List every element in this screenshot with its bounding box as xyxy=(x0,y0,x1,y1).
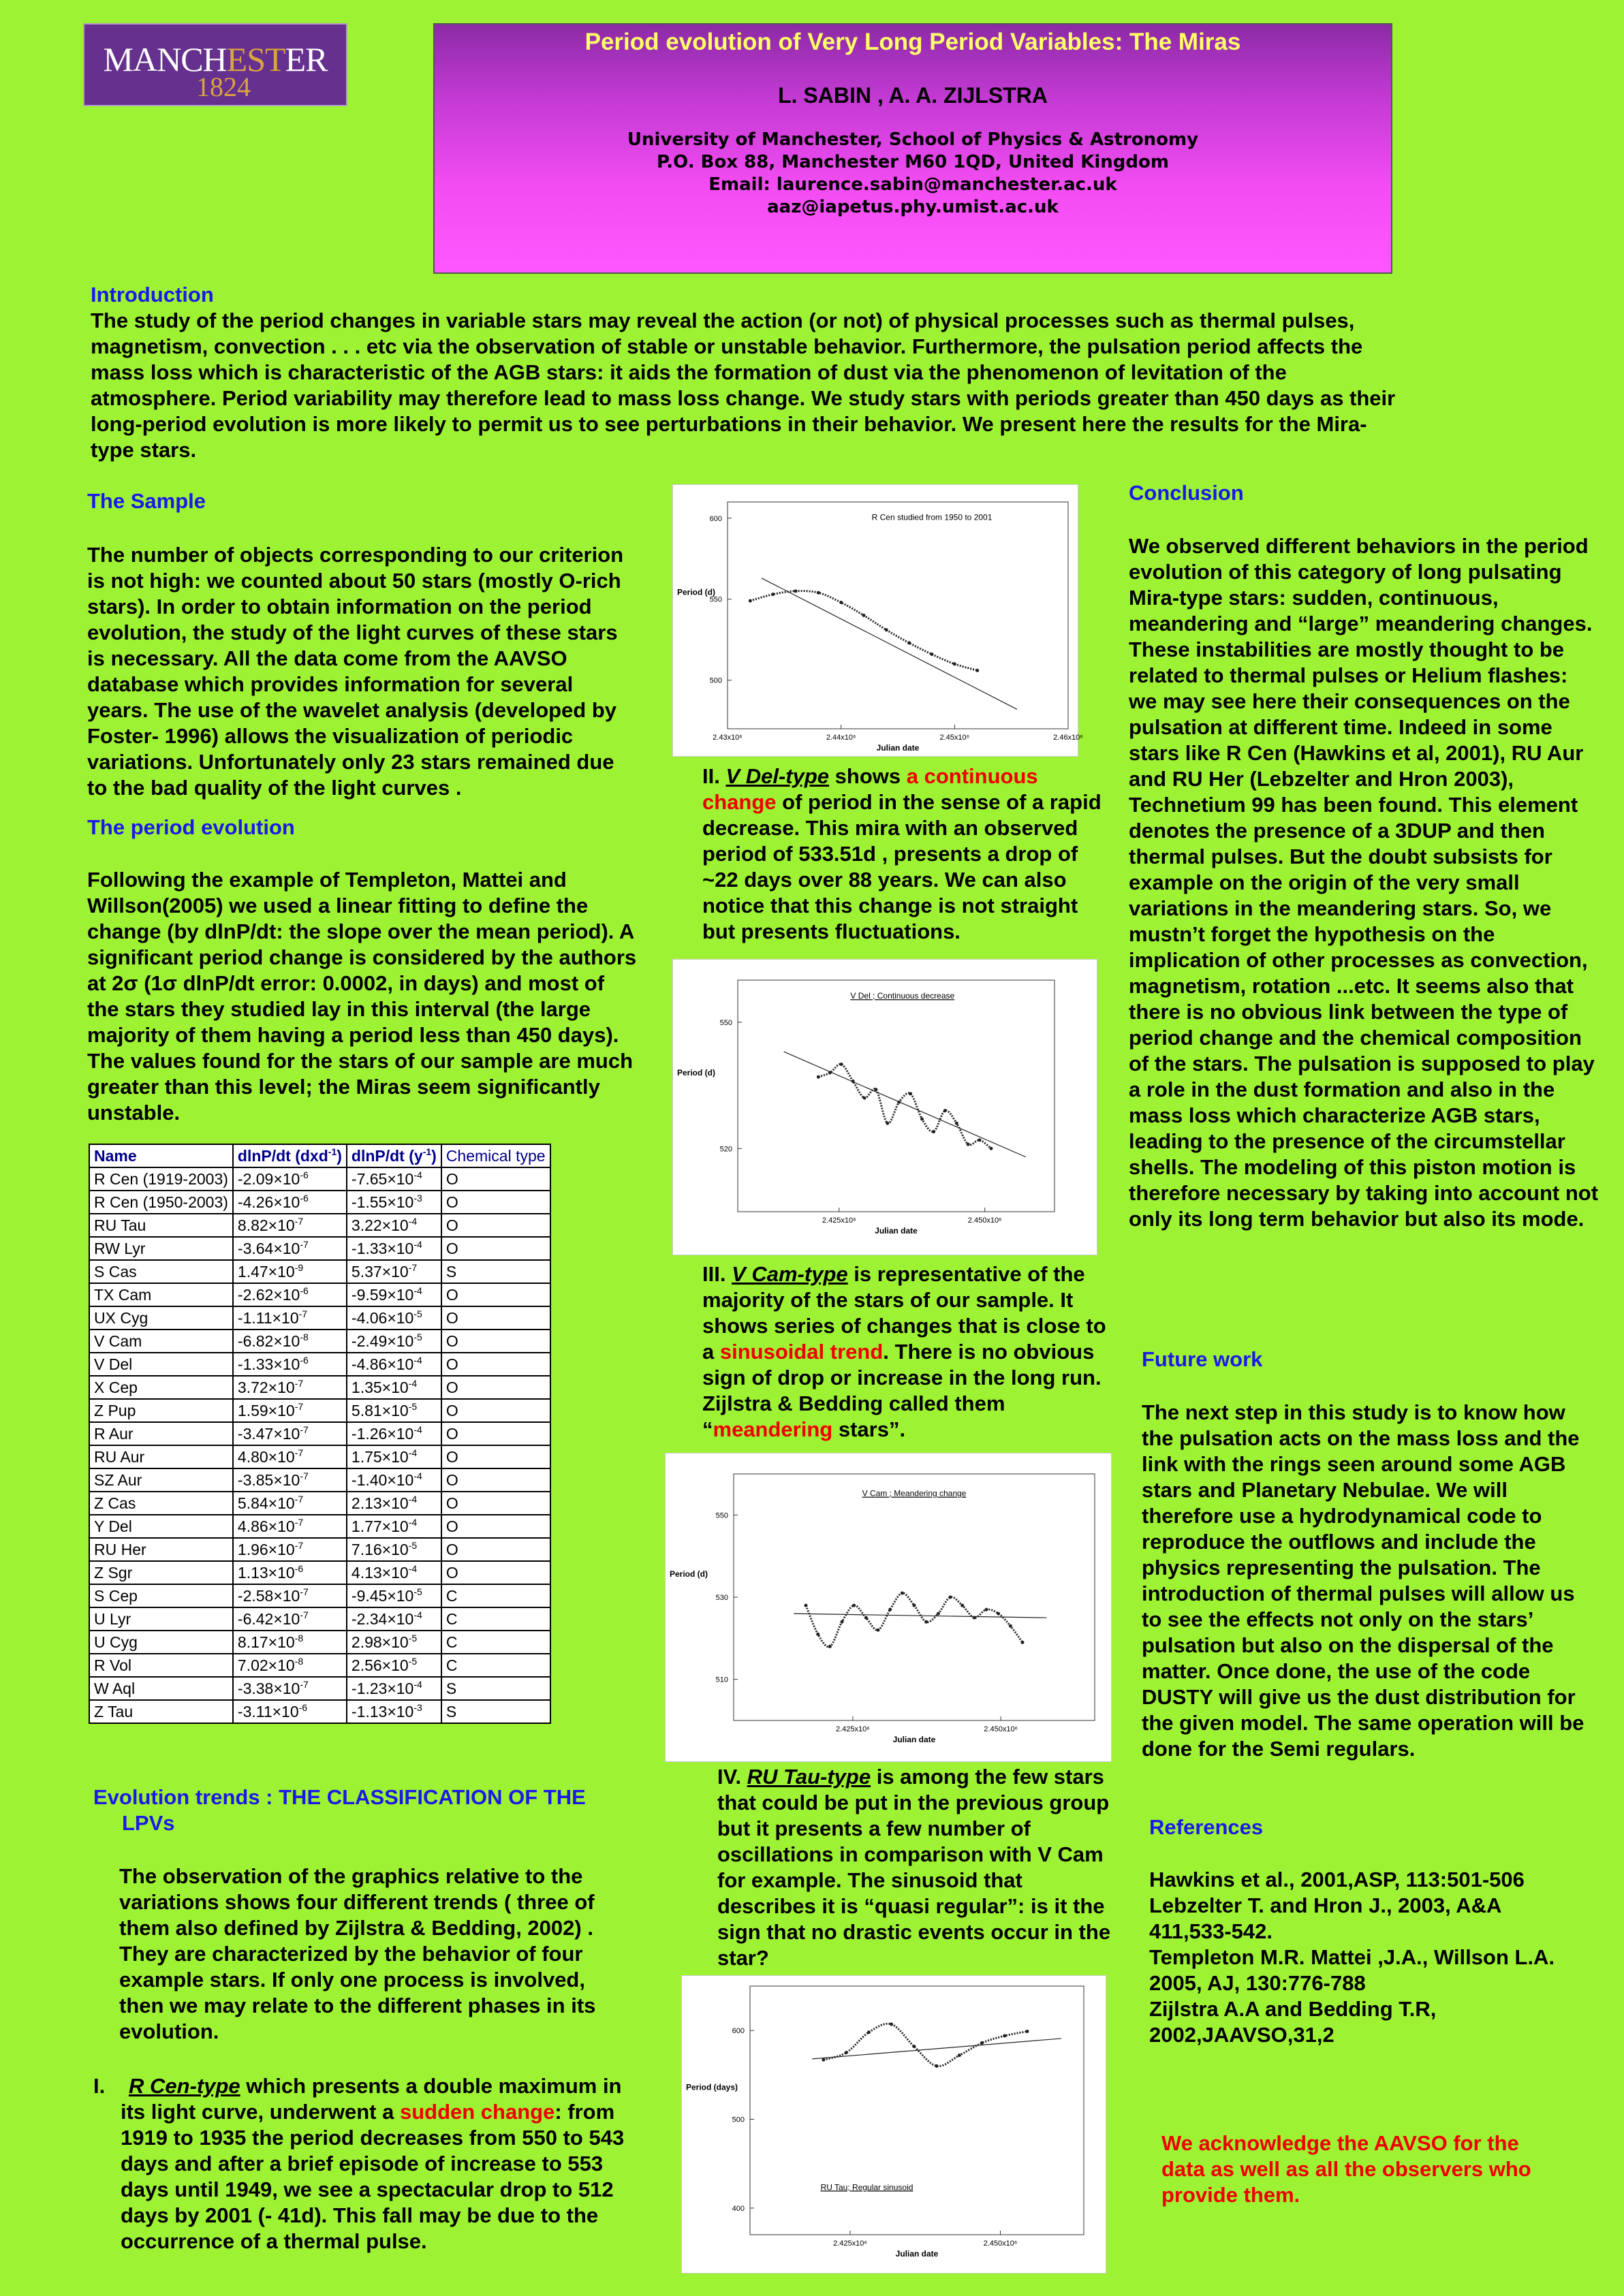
y-tick-label: 550 xyxy=(715,1511,728,1520)
period-series-line xyxy=(806,1593,1022,1647)
x-tick-label: 2.450x10⁶ xyxy=(983,2239,1018,2248)
dlnp-dt-per-year: $-9.45\times 10^{-5}$ xyxy=(347,1584,441,1607)
dlnp-dt-per-year: $5.37\times 10^{-7}$ xyxy=(347,1260,441,1283)
authors: L. SABIN , A. A. ZIJLSTRA xyxy=(778,83,1048,108)
period-data-point xyxy=(920,1118,924,1121)
chemical-type: O xyxy=(441,1376,550,1399)
dlnp-dt-per-day: $-2.09\times 10^{-6}$ xyxy=(233,1167,347,1191)
period-data-point xyxy=(975,669,979,672)
rcen-figure xyxy=(672,484,1083,757)
period-data-point xyxy=(863,1097,866,1100)
period-data-point xyxy=(961,1604,964,1607)
period-data-point xyxy=(909,1092,912,1095)
chemical-type: O xyxy=(441,1515,550,1538)
chemical-type: S xyxy=(441,1700,550,1723)
dlnp-dt-per-day: $-2.62\times 10^{-6}$ xyxy=(233,1283,347,1306)
period-data-point xyxy=(867,2030,871,2034)
period-data-point xyxy=(885,628,888,631)
table-row xyxy=(89,1283,550,1306)
period-data-point xyxy=(943,1109,947,1112)
period-data-point xyxy=(931,652,934,656)
chart-title: V Cam ; Meandering change xyxy=(862,1488,967,1498)
period-data-point xyxy=(912,2045,916,2048)
dlnp-dt-per-year: $-9.59\times 10^{-4}$ xyxy=(347,1283,441,1306)
linear-fit-line xyxy=(762,578,1017,710)
logo-year: 1824 xyxy=(196,72,251,102)
table-row xyxy=(89,1376,550,1399)
affiliation-line: P.O. Box 88, Manchester M60 1QD, United Kingdom xyxy=(657,152,1169,172)
chemical-type: O xyxy=(441,1468,550,1492)
period-data-point xyxy=(1009,1624,1012,1628)
star-name: SZ Aur xyxy=(89,1468,233,1492)
table-row xyxy=(89,1492,550,1515)
period-data-point xyxy=(749,599,752,603)
table-row xyxy=(89,1353,550,1376)
period-data-point xyxy=(1021,1641,1025,1644)
x-axis-label: Julian date xyxy=(895,2249,939,2259)
star-name: X Cep xyxy=(89,1376,233,1399)
period-data-point xyxy=(955,1122,958,1125)
linear-fit-line xyxy=(784,1052,1026,1157)
dlnp-dt-per-year: $1.75\times 10^{-4}$ xyxy=(347,1445,441,1468)
table-row xyxy=(89,1631,550,1654)
reference-item: Zijlstra A.A and Bedding T.R, 2002,JAAVSO,31,2 xyxy=(1149,1997,1437,2047)
dlnp-dt-per-year: $-7.65\times 10^{-4}$ xyxy=(347,1167,441,1191)
chemical-type: O xyxy=(441,1191,550,1214)
period-data-point xyxy=(862,614,866,617)
trends-text: The observation of the graphics relative to the variations shows four different trends ( three of them also defined by Zijlstra & Bedding, 2002) . They are characterized by the behavior of four example stars. If only one process is involved, then we may relate to the different phases in its evolution. xyxy=(119,1864,596,2043)
period-data-point xyxy=(1025,2030,1029,2033)
x-tick-label: 2.45x10⁶ xyxy=(939,734,970,742)
poster-title: Period evolution of Very Long Period Variables: The Miras xyxy=(584,29,1241,55)
table-row xyxy=(89,1167,550,1191)
x-tick-label: 2.425x10⁶ xyxy=(833,2239,867,2248)
period-data-point xyxy=(886,1122,889,1125)
dlnp-dt-per-year: $-4.06\times 10^{-5}$ xyxy=(347,1306,441,1330)
dlnp-dt-per-day: $-6.42\times 10^{-7}$ xyxy=(233,1607,347,1631)
y-tick-label: 550 xyxy=(719,1018,732,1027)
vcam-figure xyxy=(665,1453,1112,1762)
y-axis-label: Period (d) xyxy=(677,1068,715,1078)
period-evolution-text: Following the example of Templeton, Mattei and Willson(2005) we used a linear fitting to define the change (by dlnP/dt: the slope over the mean period). A significant period change is considered by the authors at 2σ (1σ dlnP/dt error: 0.0002, in days) and most of the stars they studied lay in this interval (the large majority of them having a period less than 450 days). The values found for the stars of our sample are much greater than this level; the Miras seem significantly unstable. xyxy=(87,868,637,1125)
period-data-point xyxy=(907,641,911,644)
period-data-point xyxy=(990,1147,993,1150)
conclusion-text: We observed different behaviors in the period evolution of this category of long pulsating Mira-type stars: sudden, continuous, meandering and “large” meandering changes. These instabilities are mostly thought to be related to thermal pulses or Helium flashes: we may see here their consequences on the pulsation at different time. Indeed in some stars like R Cen (Hawkins et al, 2001), RU Aur and RU Her (Lebzelter and Hron 2003), Technetium 99 has been found. This element denotes the presence of a 3DUP and then thermal pulses. But the doubt subsists for example on the origin of the very small variations in the meandering stars. So, we mustn’t forget the hypothesis on the implication of other processes as convection, magnetism, rotation ...etc. It seems also that there is no obvious link between the type of period change and the chemical composition of the stars. The pulsation is supposed to play a role in the dust formation and also in the mass loss which characterize AGB stars, leading to the presence of the circumstellar shells. The modeling of this piston motion is therefore necessary by taking into account not only its long term behavior but also its mode. xyxy=(1129,534,1599,1231)
star-name: R Vol xyxy=(89,1654,233,1677)
period-data-point xyxy=(816,1633,819,1636)
star-name: Z Sgr xyxy=(89,1561,233,1584)
y-axis-label: Period (d) xyxy=(677,587,715,597)
email-line: Email: laurence.sabin@manchester.ac.uk xyxy=(708,174,1117,195)
y-tick-label: 500 xyxy=(709,676,722,685)
x-tick-label: 2.450x10⁶ xyxy=(967,1216,1002,1225)
dlnp-dt-per-day: $-1.33\times 10^{-6}$ xyxy=(233,1353,347,1376)
table-row xyxy=(89,1468,550,1492)
period-data-point xyxy=(953,662,956,665)
star-name: R Cen (1919-2003) xyxy=(89,1167,233,1191)
dlnp-dt-per-year: $2.13\times 10^{-4}$ xyxy=(347,1492,441,1515)
period-data-point xyxy=(852,1604,856,1607)
reference-item: Templeton M.R. Mattei ,J.A., Willson L.A. 2005, AJ, 130:776-788 xyxy=(1149,1945,1555,1995)
chemical-type: O xyxy=(441,1422,550,1445)
table-row xyxy=(89,1700,550,1723)
chart-title: V Del ; Continuous decrease xyxy=(850,991,955,1001)
table-row xyxy=(89,1654,550,1677)
x-tick-label: 2.44x10⁶ xyxy=(826,734,856,742)
dlnp-dt-per-year: $-1.13\times 10^{-3}$ xyxy=(347,1700,441,1723)
dlnp-dt-per-day: $4.80\times 10^{-7}$ xyxy=(233,1445,347,1468)
dlnp-dt-per-year: $4.13\times 10^{-4}$ xyxy=(347,1561,441,1584)
period-data-point xyxy=(913,1604,916,1607)
period-data-point xyxy=(828,1645,832,1648)
star-name: TX Cam xyxy=(89,1283,233,1306)
table-header-row xyxy=(89,1144,550,1167)
star-name: RU Tau xyxy=(89,1214,233,1237)
period-data-point xyxy=(978,1138,982,1142)
introduction-heading: Introduction xyxy=(91,283,214,306)
y-tick-label: 520 xyxy=(719,1145,732,1154)
period-data-point xyxy=(805,1604,808,1607)
star-name: U Cyg xyxy=(89,1631,233,1654)
period-data-point xyxy=(817,1075,820,1079)
email-line: aaz@iapetus.phy.umist.ac.uk xyxy=(767,197,1059,217)
period-data-point xyxy=(840,1063,843,1066)
dlnp-dt-per-day: $-3.11\times 10^{-6}$ xyxy=(233,1700,347,1723)
chemical-type: O xyxy=(441,1214,550,1237)
type-4-description: IV. RU Tau-type is among the few stars that could be put in the previous group but it presents a few number of oscillations in comparison with V Cam for example. The sinusoid that describes it is “quasi regular”: is it the sign that no drastic events occur in the star? xyxy=(717,1765,1111,1970)
dlnp-dt-per-day: $1.96\times 10^{-7}$ xyxy=(233,1538,347,1561)
table-row xyxy=(89,1306,550,1330)
y-tick-label: 600 xyxy=(709,514,722,523)
x-axis-label: Julian date xyxy=(875,1226,918,1236)
dlnp-dt-per-year: $-1.26\times 10^{-4}$ xyxy=(347,1422,441,1445)
dlnp-dt-per-year: $2.98\times 10^{-5}$ xyxy=(347,1631,441,1654)
table-row xyxy=(89,1515,550,1538)
star-name: Z Pup xyxy=(89,1399,233,1422)
dlnp-dt-per-day: $-1.11\times 10^{-7}$ xyxy=(233,1306,347,1330)
dlnp-dt-per-day: $1.13\times 10^{-6}$ xyxy=(233,1561,347,1584)
plot-frame xyxy=(734,1474,1095,1720)
chemical-type: O xyxy=(441,1353,550,1376)
dlnp-dt-per-day: $-3.64\times 10^{-7}$ xyxy=(233,1237,347,1260)
title-banner xyxy=(433,23,1392,274)
chemical-type: O xyxy=(441,1330,550,1353)
column-header: Name xyxy=(89,1144,233,1167)
chemical-type: C xyxy=(441,1654,550,1677)
table-row xyxy=(89,1191,550,1214)
y-tick-label: 400 xyxy=(732,2204,745,2213)
chemical-type: O xyxy=(441,1237,550,1260)
dlnp-dt-per-day: $7.02\times 10^{-8}$ xyxy=(233,1654,347,1677)
future-work-text: The next step in this study is to know how the pulsation acts on the mass loss and the link with the rings seen around some AGB stars and Planetary Nebulae. We will therefore use a hydrodynamical code to reproduce the outflows and include the physics representing the pulsation. The introduction of thermal pulses will allow us to see the effects not only on the stars’ pulsation but also on the dispersal of the matter. Once done, the use of the code DUSTY will give us the dust distribution for the given model. The same operation will be done for the Semi regulars. xyxy=(1142,1400,1584,1761)
y-tick-label: 600 xyxy=(732,2027,745,2036)
star-name: RU Her xyxy=(89,1538,233,1561)
dlnp-dt-per-day: $4.86\times 10^{-7}$ xyxy=(233,1515,347,1538)
references-heading: References xyxy=(1149,1815,1264,1839)
period-data-point xyxy=(901,1591,904,1594)
period-data-point xyxy=(958,2054,961,2057)
star-name: Z Cas xyxy=(89,1492,233,1515)
period-series-line xyxy=(818,1064,991,1148)
dlnp-dt-per-year: $-2.34\times 10^{-4}$ xyxy=(347,1607,441,1631)
table-row xyxy=(89,1399,550,1422)
period-series-line xyxy=(824,2024,1027,2066)
chemical-type: O xyxy=(441,1492,550,1515)
period-data-point xyxy=(841,1620,844,1624)
period-data-point xyxy=(864,1616,868,1620)
dlnp-dt-per-day: $3.72\times 10^{-7}$ xyxy=(233,1376,347,1399)
affiliation-line: University of Manchester, School of Physics & Astronomy xyxy=(627,129,1199,150)
x-tick-label: 2.425x10⁶ xyxy=(822,1216,856,1225)
column-header: dlnP/dt $(y^{-1})$ xyxy=(347,1144,441,1167)
period-data-point xyxy=(1003,2034,1006,2038)
chemical-type: O xyxy=(441,1306,550,1330)
chemical-type: O xyxy=(441,1561,550,1584)
introduction-text: The study of the period changes in variable stars may reveal the action (or not) of physical processes such as thermal pulses, magnetism, convection . . . etc via the observation of stable or unstable behavior. Furthermore, the pulsation period affects the mass loss which is characteristic of the AGB stars: it aids the formation of dust via the phenomenon of levitation of the atmosphere. Period variability may therefore lead to mass loss change. We study stars with periods greater than 450 days as their long-period evolution is more likely to permit us to see perturbations in their behavior. We present here the results for the Mira-type stars. xyxy=(91,309,1396,462)
dlnp-dt-per-day: $5.84\times 10^{-7}$ xyxy=(233,1492,347,1515)
star-name: V Del xyxy=(89,1353,233,1376)
dlnp-dt-per-day: $-4.26\times 10^{-6}$ xyxy=(233,1191,347,1214)
star-name: RW Lyr xyxy=(89,1237,233,1260)
dlnp-dt-per-year: $-1.33\times 10^{-4}$ xyxy=(347,1237,441,1260)
dlnp-dt-per-day: $-3.85\times 10^{-7}$ xyxy=(233,1468,347,1492)
period-data-point xyxy=(874,1088,877,1091)
table-row xyxy=(89,1260,550,1283)
dlnp-dt-per-year: $1.35\times 10^{-4}$ xyxy=(347,1376,441,1399)
dlnp-dt-per-day: $-6.82\times 10^{-8}$ xyxy=(233,1330,347,1353)
chemical-type: O xyxy=(441,1283,550,1306)
period-data-point xyxy=(822,2058,825,2062)
star-name: Y Del xyxy=(89,1515,233,1538)
star-name: UX Cyg xyxy=(89,1306,233,1330)
chart-title: R Cen studied from 1950 to 2001 xyxy=(871,512,993,522)
conclusion-heading: Conclusion xyxy=(1129,481,1244,505)
references-list xyxy=(1149,1867,1585,2048)
dlnp-dt-per-year: $-2.49\times 10^{-5}$ xyxy=(347,1330,441,1353)
column-header: Chemical type xyxy=(441,1144,550,1167)
x-axis-label: Julian date xyxy=(892,1735,936,1744)
table-row xyxy=(89,1677,550,1700)
dlnp-dt-per-year: $5.81\times 10^{-5}$ xyxy=(347,1399,441,1422)
star-name: Z Tau xyxy=(89,1700,233,1723)
star-name: S Cep xyxy=(89,1584,233,1607)
dlnp-dt-per-day: $-2.58\times 10^{-7}$ xyxy=(233,1584,347,1607)
type-1-description: I. R Cen-type which presents a double maximum in its light curve, underwent a sudden change: from 1919 to 1935 the period decreases from 550 to 543 days and after a brief episode of increase to 553 days until 1949, we see a spectacular drop to 512 days by 2001 (- 41d). This fall may be due to the occurrence of a thermal pulse. xyxy=(93,2074,625,2253)
rutau-period-chart xyxy=(682,1976,1106,2273)
x-tick-label: 2.425x10⁶ xyxy=(836,1725,870,1733)
chemical-type: O xyxy=(441,1399,550,1422)
y-axis-label: Period (d) xyxy=(670,1569,708,1579)
chemical-type: O xyxy=(441,1167,550,1191)
sample-heading: The Sample xyxy=(87,489,206,513)
period-data-point xyxy=(937,1612,940,1616)
y-tick-label: 500 xyxy=(732,2116,745,2124)
dlnp-dt-per-year: $-1.55\times 10^{-3}$ xyxy=(347,1191,441,1214)
x-tick-label: 2.46x10⁶ xyxy=(1053,734,1083,742)
y-tick-label: 530 xyxy=(715,1594,728,1602)
chemical-type: C xyxy=(441,1607,550,1631)
table-row xyxy=(89,1445,550,1468)
linear-fit-line xyxy=(794,1614,1046,1618)
period-data-point xyxy=(924,1620,928,1624)
dlnp-dt-per-day: $8.82\times 10^{-7}$ xyxy=(233,1214,347,1237)
logo-wordmark: MANCHESTER xyxy=(103,40,328,78)
period-data-point xyxy=(794,589,798,593)
star-name: S Cas xyxy=(89,1260,233,1283)
period-data-point xyxy=(845,2051,848,2054)
dlnp-dt-per-year: $2.56\times 10^{-5}$ xyxy=(347,1654,441,1677)
x-tick-label: 2.450x10⁶ xyxy=(984,1725,1018,1733)
dlnp-dt-per-year: $-4.86\times 10^{-4}$ xyxy=(347,1353,441,1376)
y-tick-label: 510 xyxy=(715,1676,728,1684)
reference-item: Hawkins et al., 2001,ASP, 113:501-506 xyxy=(1149,1868,1525,1891)
x-axis-label: Julian date xyxy=(876,743,920,753)
dlnp-dt-per-day: $-3.38\times 10^{-7}$ xyxy=(233,1677,347,1700)
dlnp-dt-per-day: $1.59\times 10^{-7}$ xyxy=(233,1399,347,1422)
dlnp-dt-per-year: $-1.23\times 10^{-4}$ xyxy=(347,1677,441,1700)
table-row xyxy=(89,1422,550,1445)
dlnp-dt-per-year: $-1.40\times 10^{-4}$ xyxy=(347,1468,441,1492)
chemical-type: C xyxy=(441,1631,550,1654)
dlnp-dt-per-day: $-3.47\times 10^{-7}$ xyxy=(233,1422,347,1445)
period-data-point xyxy=(967,1143,970,1146)
rcen-period-chart xyxy=(673,485,1083,756)
table-row xyxy=(89,1330,550,1353)
acknowledgement: We acknowledge the AAVSO for the data as well as all the observers who provide them. xyxy=(1161,2131,1531,2207)
chart-title: RU Tau; Regular sinusoid xyxy=(820,2182,914,2192)
period-data-point xyxy=(839,601,843,604)
period-data-point xyxy=(980,2041,984,2045)
plot-frame xyxy=(750,1986,1084,2235)
period-data-point xyxy=(771,593,775,596)
star-name: W Aql xyxy=(89,1677,233,1700)
dlnp-dt-per-year: $7.16\times 10^{-5}$ xyxy=(347,1538,441,1561)
period-evolution-heading: The period evolution xyxy=(87,815,295,839)
chemical-type: S xyxy=(441,1260,550,1283)
star-name: U Lyr xyxy=(89,1607,233,1631)
period-data-point xyxy=(949,1596,952,1599)
vdel-period-chart xyxy=(673,960,1097,1255)
chemical-type: C xyxy=(441,1584,550,1607)
table-row xyxy=(89,1214,550,1237)
period-change-table xyxy=(89,1144,551,1724)
chemical-type: O xyxy=(441,1445,550,1468)
y-tick-label: 550 xyxy=(709,595,722,604)
linear-fit-line xyxy=(812,2039,1061,2059)
star-name: RU Aur xyxy=(89,1445,233,1468)
chemical-type: O xyxy=(441,1538,550,1561)
period-data-point xyxy=(985,1608,988,1611)
period-data-point xyxy=(997,1612,1000,1616)
table-row xyxy=(89,1607,550,1631)
affiliation xyxy=(435,129,1391,219)
university-logo xyxy=(83,23,347,106)
column-header: dlnP/dt (dxd$^{-1}$) xyxy=(233,1144,347,1167)
dlnp-dt-per-year: $3.22\times 10^{-4}$ xyxy=(347,1214,441,1237)
table-row xyxy=(89,1237,550,1260)
vcam-period-chart xyxy=(666,1453,1111,1761)
dlnp-dt-per-day: $8.17\times 10^{-8}$ xyxy=(233,1631,347,1654)
reference-item: Lebzelter T. and Hron J., 2003, A&A 411,533-542. xyxy=(1149,1893,1501,1943)
table-row xyxy=(89,1561,550,1584)
sample-text: The number of objects corresponding to our criterion is not high: we counted about 50 stars (mostly O-rich stars). In order to obtain information on the period evolution, the study of the light curves of these stars is necessary. All the data come from the AAVSO database which provides information for several years. The use of the wavelet analysis (developed by Foster- 1996) allows the visualization of periodic variations. Unfortunately only 23 stars remained due to the bad quality of the light curves . xyxy=(87,543,624,800)
dlnp-dt-per-day: $1.47\times 10^{-9}$ xyxy=(233,1260,347,1283)
table-row xyxy=(89,1538,550,1561)
type-3-description: III. V Cam-type is representative of the majority of the stars of our sample. It shows series of changes that is close to a sinusoidal trend. There is no obvious sign of drop or increase in the long run. Zijlstra & Bedding called them “meandering stars”. xyxy=(702,1262,1106,1441)
rutau-figure xyxy=(681,1975,1106,2274)
period-data-point xyxy=(817,591,820,595)
period-data-point xyxy=(932,1130,935,1133)
dlnp-dt-per-year: $1.77\times 10^{-4}$ xyxy=(347,1515,441,1538)
period-data-point xyxy=(888,1608,892,1611)
star-name: V Cam xyxy=(89,1330,233,1353)
y-axis-label: Period (days) xyxy=(686,2082,738,2092)
plot-frame xyxy=(728,502,1068,729)
future-work-heading: Future work xyxy=(1142,1347,1263,1371)
period-data-point xyxy=(877,1629,880,1632)
trends-heading: Evolution trends : THE CLASSIFICATION OF THE LPVs xyxy=(93,1785,586,1835)
star-name: R Aur xyxy=(89,1422,233,1445)
period-data-point xyxy=(935,2064,939,2068)
period-data-point xyxy=(890,2023,893,2026)
plot-frame xyxy=(738,980,1055,1212)
star-name: R Cen (1950-2003) xyxy=(89,1191,233,1214)
x-tick-label: 2.43x10⁶ xyxy=(713,734,743,742)
chemical-type: S xyxy=(441,1677,550,1700)
type-2-description: II. V Del-type shows a continuous change of period in the sense of a rapid decrease. This mira with an observed period of 533.51d , presents a drop of ~22 days over 88 years. We can also notice that this change is not straight but presents fluctuations. xyxy=(702,764,1102,943)
vdel-figure xyxy=(672,959,1097,1255)
table-row xyxy=(89,1584,550,1607)
